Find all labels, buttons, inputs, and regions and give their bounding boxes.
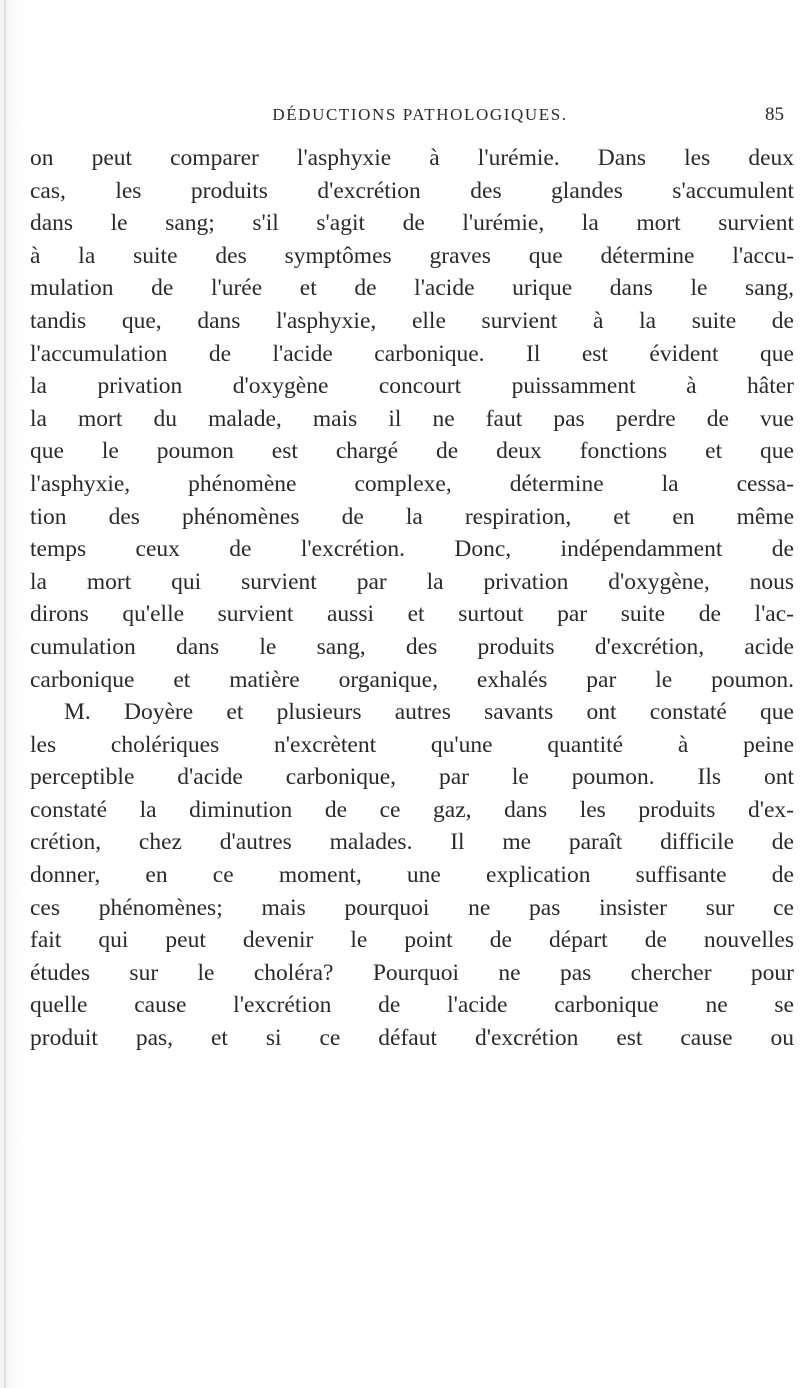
text-line: dans le sang; s'il s'agit de l'urémie, la mort survient [30,210,794,237]
text-line: que le poumon est chargé de deux fonctions et que [30,438,794,465]
text-line: cas, les produits d'excrétion des glandes s'accumulent [30,177,794,204]
text-line: à la suite des symptômes graves que détermine l'accu- [30,242,794,269]
text-line: fait qui peut devenir le point de départ de nouvelles [30,927,794,954]
text-line: cumulation dans le sang, des produits d'excrétion, acide [30,633,794,660]
text-line: les cholériques n'excrètent qu'une quantité à peine [30,731,794,758]
text-line: la mort qui survient par la privation d'oxygène, nous [30,568,794,595]
body-text [30,142,794,1055]
text-line: dirons qu'elle survient aussi et surtout par suite de l'ac- [30,601,794,628]
paragraph-start-line: M. Doyère et plusieurs autres savants ont constaté que [64,699,794,726]
text-line: ces phénomènes; mais pourquoi ne pas insister sur ce [30,894,794,921]
text-line: l'asphyxie, phénomène complexe, détermine la cessa- [30,470,794,497]
text-line: tandis que, dans l'asphyxie, elle survient à la suite de [30,307,794,334]
text-line: on peut comparer l'asphyxie à l'urémie. Dans les deux [30,145,794,171]
text-line: perceptible d'acide carbonique, par le poumon. Ils ont [30,764,794,791]
text-line: l'accumulation de l'acide carbonique. Il est évident que [30,340,794,367]
page-number: 85 [765,104,784,125]
running-title: DÉDUCTIONS PATHOLOGIQUES. [272,105,568,124]
text-line: la mort du malade, mais il ne faut pas perdre de vue [30,405,794,432]
text-line: donner, en ce moment, une explication suffisante de [30,862,794,889]
text-line: produit pas, et si ce défaut d'excrétion est cause ou [30,1025,794,1052]
text-line: la privation d'oxygène concourt puissamment à hâter [30,373,794,400]
binding-gutter [4,0,7,1388]
text-line: études sur le choléra? Pourquoi ne pas chercher pour [30,959,794,986]
running-head [0,102,800,128]
text-line: crétion, chez d'autres malades. Il me paraît difficile de [30,829,794,856]
text-line: mulation de l'urée et de l'acide urique dans le sang, [30,275,794,302]
text-line: constaté la diminution de ce gaz, dans les produits d'ex- [30,796,794,823]
text-line: tion des phénomènes de la respiration, et en même [30,503,794,530]
text-line: carbonique et matière organique, exhalés par le poumon. [30,666,794,693]
text-line: quelle cause l'excrétion de l'acide carbonique ne se [30,992,794,1019]
text-line: temps ceux de l'excrétion. Donc, indépendamment de [30,536,794,563]
